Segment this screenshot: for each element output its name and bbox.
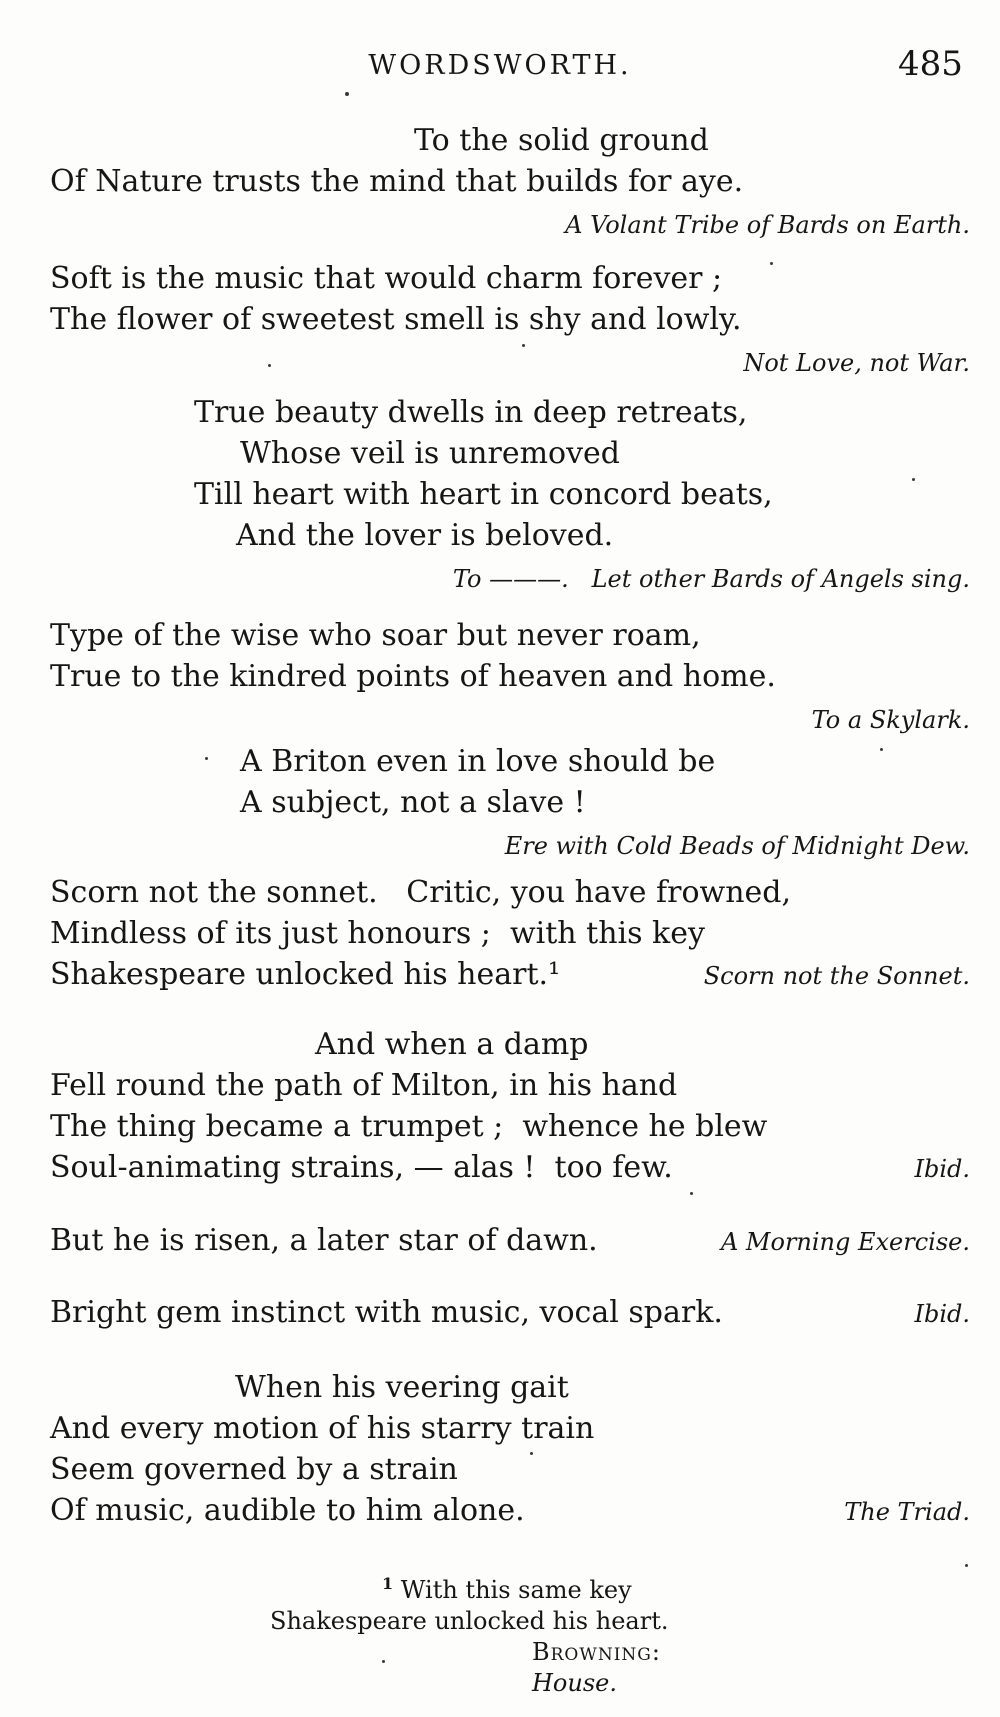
verse-line: And when a damp [315,1027,589,1062]
source-attribution: Scorn not the Sonnet. [703,962,970,990]
scan-speck [345,92,349,96]
source-attribution: Ibid. [914,1155,970,1183]
verse-line: Fell round the path of Milton, in his hand [50,1068,678,1103]
footnote-text: With this same key [400,1576,632,1604]
scan-speck [268,364,271,367]
verse-line: True beauty dwells in deep retreats, [194,395,748,430]
footnote-block [270,1568,750,1699]
footnote-line: Shakespeare unlocked his heart. [270,1607,669,1635]
source-attribution: The Triad. [844,1498,970,1526]
source-attribution: A Morning Exercise. [720,1228,970,1256]
verse-line-with-source [50,1220,970,1263]
footnote-source-author: Browning: [532,1638,661,1666]
quote-block [50,120,970,240]
source-attribution: Ere with Cold Beads of Midnight Dew. [504,832,970,860]
quote-block [50,1367,970,1533]
verse-line: But he is risen, a later star of dawn. [50,1223,598,1258]
verse-line-with-source [50,954,970,997]
scan-speck [880,748,883,751]
verse-line: Of music, audible to him alone. [50,1493,525,1528]
verse-line: Bright gem instinct with music, vocal spark. [50,1295,723,1330]
quote-block [50,258,970,378]
scan-speck [530,1452,533,1455]
footnote-line [382,1568,750,1606]
verse-line: Scorn not the sonnet. Critic, you have frowned, [50,875,792,910]
source-attribution: A Volant Tribe of Bards on Earth. [565,211,970,239]
verse-line: Till heart with heart in concord beats, [194,477,773,512]
verse-line: Soft is the music that would charm forever ; [50,261,723,296]
verse-line: Shakespeare unlocked his heart.¹ [50,957,561,992]
verse-line: True to the kindred points of heaven and home. [50,659,776,694]
footnote-marker: 1 [382,1574,394,1593]
verse-line: A subject, not a slave ! [240,785,586,820]
verse-line: Mindless of its just honours ; with this key [50,916,705,951]
verse-line: When his veering gait [235,1370,569,1405]
quote-block [50,1292,970,1335]
scan-speck [965,1564,968,1567]
verse-line: Soul-animating strains, — alas ! too few. [50,1150,673,1185]
scan-speck [770,262,773,265]
scan-speck [522,344,525,347]
source-attribution: Not Love, not War. [743,349,970,377]
verse-line: A Briton even in love should be [240,744,716,779]
quote-block [50,615,970,735]
verse-line: The thing became a trumpet ; whence he blew [50,1109,768,1144]
verse-line: To the solid ground [414,123,709,158]
verse-line: The flower of sweetest smell is shy and lowly. [50,302,742,337]
quote-block [50,872,970,997]
verse-line: Of Nature trusts the mind that builds for aye. [50,164,744,199]
verse-line: And the lover is beloved. [236,518,614,553]
scan-speck [690,1192,693,1195]
scan-speck [205,757,208,760]
footnote-source-line [532,1637,750,1699]
verse-line: And every motion of his starry train [50,1411,595,1446]
verse-line: Whose veil is unremoved [240,436,621,471]
verse-line-with-source [50,1292,970,1335]
verse-line: Type of the wise who soar but never roam, [50,618,701,653]
page-number: 485 [898,44,963,84]
verse-line-with-source [50,1490,970,1533]
source-attribution: Ibid. [914,1300,970,1328]
verse-line-with-source [50,1147,970,1190]
source-attribution: To a Skylark. [811,706,970,734]
quote-block [50,1220,970,1263]
scan-speck [912,478,915,481]
quote-block [50,1024,970,1190]
page-header-title: WORDSWORTH. [368,50,632,81]
quote-block [50,392,970,594]
verse-line: Seem governed by a strain [50,1452,458,1487]
footnote-source-work: House. [532,1669,617,1697]
source-attribution: To ———. Let other Bards of Angels sing. [452,565,970,593]
quote-block [50,741,970,861]
scan-speck [382,1660,385,1663]
